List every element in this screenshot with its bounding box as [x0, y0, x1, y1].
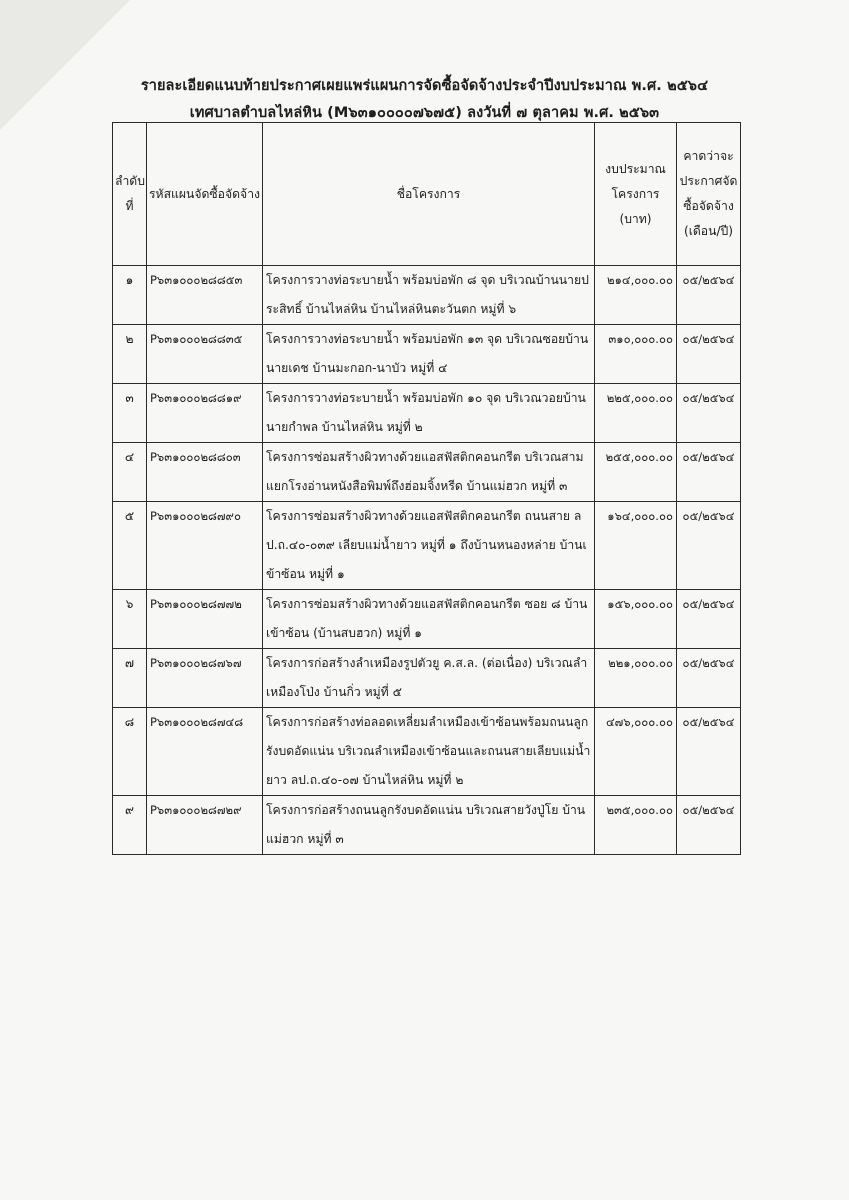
plan-code: P๖๓๑๐๐๐๒๘๗๒๙ [147, 796, 263, 855]
project-name: โครงการวางท่อระบายน้ำ พร้อมบ่อพัก ๑๓ จุด บริเวณซอยบ้านนายเดช บ้านมะกอก-นาบัว หมู่ที่ ๔ [263, 325, 595, 384]
plan-code: P๖๓๑๐๐๐๒๘๗๖๗ [147, 649, 263, 708]
project-name: โครงการซ่อมสร้างผิวทางด้วยแอสฟัสติกคอนกรีต ถนนสาย ลป.ถ.๔๐-๐๓๙ เลียบแม่น้ำยาว หมู่ที่ ๑ ถึงบ้านหนองหล่าย บ้านเข้าซ้อน หมู่ที่ ๑ [263, 502, 595, 590]
header-code: รหัสแผนจัดซื้อจัดจ้าง [147, 123, 263, 266]
expected-date: ๐๕/๒๕๖๔ [677, 796, 741, 855]
table-header-row [113, 123, 741, 266]
table-row [113, 502, 741, 590]
row-number: ๗ [113, 649, 147, 708]
budget-amount: ๑๖๔,๐๐๐.๐๐ [595, 502, 677, 590]
expected-date: ๐๕/๒๕๖๔ [677, 590, 741, 649]
row-number: ๖ [113, 590, 147, 649]
procurement-plan-table [112, 122, 741, 855]
plan-code: P๖๓๑๐๐๐๒๘๗๔๘ [147, 708, 263, 796]
table-row [113, 443, 741, 502]
plan-code: P๖๓๑๐๐๐๒๘๗๙๐ [147, 502, 263, 590]
row-number: ๒ [113, 325, 147, 384]
row-number: ๘ [113, 708, 147, 796]
row-number: ๙ [113, 796, 147, 855]
budget-amount: ๒๕๕,๐๐๐.๐๐ [595, 443, 677, 502]
table-row [113, 384, 741, 443]
project-name: โครงการก่อสร้างลำเหมืองรูปตัวยู ค.ส.ล. (ต่อเนื่อง) บริเวณลำเหมืองโป่ง บ้านกิ่ว หมู่ที่ ๕ [263, 649, 595, 708]
row-number: ๑ [113, 266, 147, 325]
project-name: โครงการก่อสร้างท่อลอดเหลี่ยมลำเหมืองเข้าซ้อนพร้อมถนนลูกรังบดอัดแน่น บริเวณลำเหมืองเข้าซ้อนและถนนสายเลียบแม่น้ำยาว ลป.ถ.๔๐-๐๗ บ้านไหล่หิน หมู่ที่ ๒ [263, 708, 595, 796]
table-row [113, 796, 741, 855]
table-row [113, 325, 741, 384]
project-name: โครงการวางท่อระบายน้ำ พร้อมบ่อพัก ๘ จุด บริเวณบ้านนายประสิทธิ์ บ้านไหล่หิน บ้านไหล่หินตะวันตก หมู่ที่ ๖ [263, 266, 595, 325]
budget-amount: ๔๗๖,๐๐๐.๐๐ [595, 708, 677, 796]
project-name: โครงการซ่อมสร้างผิวทางด้วยแอสฟัสติกคอนกรีต บริเวณสามแยกโรงอ่านหนังสือพิมพ์ถึงฮ่อมจิ้งหรีด บ้านแม่ฮวก หมู่ที่ ๓ [263, 443, 595, 502]
table-row [113, 266, 741, 325]
project-name: โครงการก่อสร้างถนนลูกรังบดอัดแน่น บริเวณสายวังปู่โย บ้านแม่ฮวก หมู่ที่ ๓ [263, 796, 595, 855]
budget-amount: ๒๓๕,๐๐๐.๐๐ [595, 796, 677, 855]
budget-amount: ๒๒๑,๐๐๐.๐๐ [595, 649, 677, 708]
expected-date: ๐๕/๒๕๖๔ [677, 384, 741, 443]
plan-code: P๖๓๑๐๐๐๒๘๘๑๙ [147, 384, 263, 443]
row-number: ๔ [113, 443, 147, 502]
table-row [113, 590, 741, 649]
plan-code: P๖๓๑๐๐๐๒๘๘๕๓ [147, 266, 263, 325]
row-number: ๕ [113, 502, 147, 590]
table-row [113, 708, 741, 796]
budget-amount: ๑๕๖,๐๐๐.๐๐ [595, 590, 677, 649]
header-budget: งบประมาณโครงการ (บาท) [595, 123, 677, 266]
expected-date: ๐๕/๒๕๖๔ [677, 443, 741, 502]
row-number: ๓ [113, 384, 147, 443]
budget-amount: ๓๑๐,๐๐๐.๐๐ [595, 325, 677, 384]
table-row [113, 649, 741, 708]
expected-date: ๐๕/๒๕๖๔ [677, 649, 741, 708]
expected-date: ๐๕/๒๕๖๔ [677, 266, 741, 325]
project-name: โครงการวางท่อระบายน้ำ พร้อมบ่อพัก ๑๐ จุด บริเวณวอยบ้านนายกำพล บ้านไหล่หิน หมู่ที่ ๒ [263, 384, 595, 443]
budget-amount: ๒๑๔,๐๐๐.๐๐ [595, 266, 677, 325]
expected-date: ๐๕/๒๕๖๔ [677, 502, 741, 590]
project-name: โครงการซ่อมสร้างผิวทางด้วยแอสฟัสติกคอนกรีต ซอย ๘ บ้านเข้าซ้อน (บ้านสบฮวก) หมู่ที่ ๑ [263, 590, 595, 649]
document-title-line2: เทศบาลตำบลไหล่หิน (M๖๓๑๐๐๐๐๗๖๗๕) ลงวันที่ ๗ ตุลาคม พ.ศ. ๒๕๖๓ [189, 105, 660, 121]
document-title-line1: รายละเอียดแนบท้ายประกาศเผยแพร่แผนการจัดซื้อจัดจ้างประจำปีงบประมาณ พ.ศ. ๒๕๖๔ [140, 78, 709, 94]
plan-code: P๖๓๑๐๐๐๒๘๘๓๕ [147, 325, 263, 384]
header-expected-date: คาดว่าจะประกาศจัดซื้อจัดจ้าง (เดือน/ปี) [677, 123, 741, 266]
header-project-name: ชื่อโครงการ [263, 123, 595, 266]
header-no: ลำดับที่ [113, 123, 147, 266]
budget-amount: ๒๒๕,๐๐๐.๐๐ [595, 384, 677, 443]
plan-code: P๖๓๑๐๐๐๒๘๗๗๒ [147, 590, 263, 649]
expected-date: ๐๕/๒๕๖๔ [677, 325, 741, 384]
plan-code: P๖๓๑๐๐๐๒๘๘๐๓ [147, 443, 263, 502]
expected-date: ๐๕/๒๕๖๔ [677, 708, 741, 796]
